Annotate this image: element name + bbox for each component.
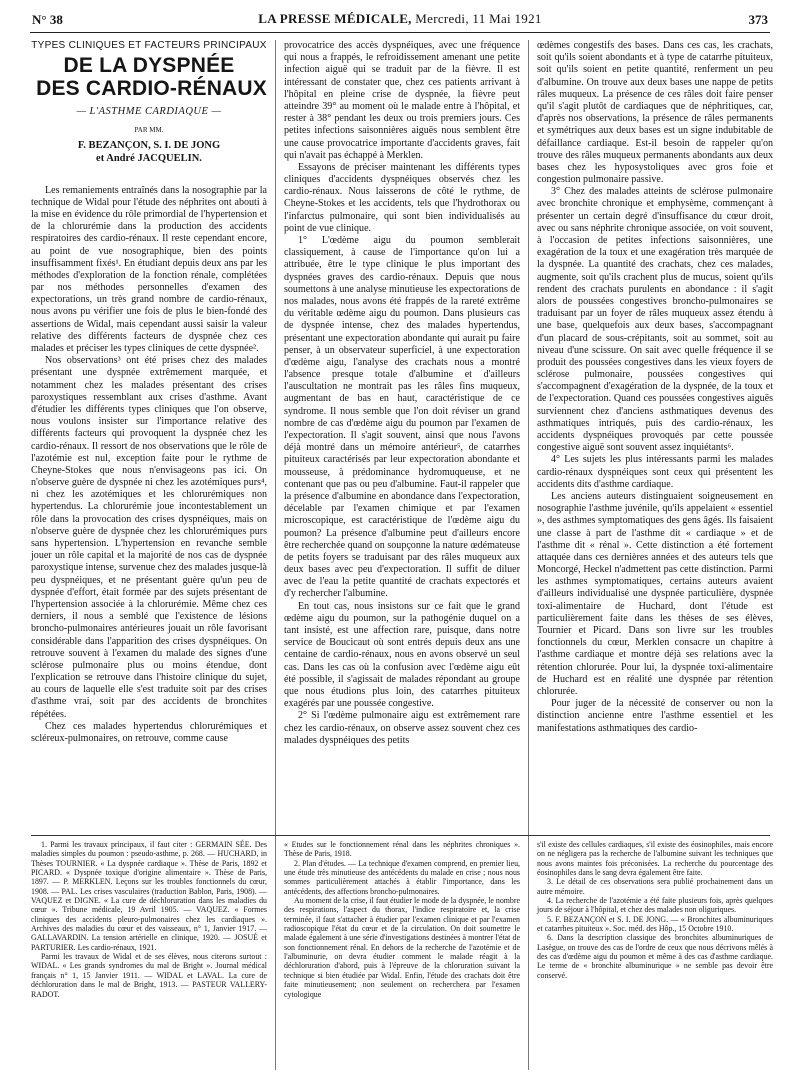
footnote: 1. Parmi les travaux principaux, il faut citer : GERMAIN SÉE. Des maladies simples du poumon : pseudo-asthme, p. 268. — HUCHARD, in Thèses TOURNIER. « La dyspnée cardiaque ». Thèse de Paris, 1892 et PICARD. « Dyspnée toxique d'origine alimentaire ». Thèse de Paris, 1897. — P. MERKLEN. Leçons sur les troubles fonctionnels du cœur, 1908. — PAL. Les crises vasculaires (traduction Bablon, Paris, 1908). — VAQUEZ et DIGNE. « La cure de déchloruration dans les maladies du cœur ». Tribune médicale, 19 Avril 1905. — VAQUEZ. « Formes cliniques des accidents pleuro-pulmonaires chez les cardiaques ». Archives des maladies du cœur et des vaisseaux, n° 1, Janvier 1917. — GALLAVARDIN. La tension artérielle en clinique, 1920. — JOSUÉ et PARTURIER. Les cardio-rénaux, 1921. <box>31 840 267 952</box>
paragraph: 4° Les sujets les plus intéressants parmi les malades cardio-rénaux dyspnéiques sont ceux qui présentent les accidents dits d'asthme cardiaque. <box>537 454 773 490</box>
authors-line-2: et André JACQUELIN. <box>96 152 202 164</box>
paragraph: Essayons de préciser maintenant les différents types cliniques d'accidents dyspnéiques observés chez les cardio-rénaux. Nous laisserons de côté le rythme, de Cheyne-Stokes et les accidents, tels que l'hydrothorax ou l'infarctus pulmonaire, qui sont bien individualisés au point de vue clinique. <box>284 161 520 234</box>
paragraph: 2° Si l'œdème pulmonaire aigu est extrêmement rare chez les cardio-rénaux, on observe assez souvent chez ces malades dyspnéiques des petits <box>284 710 520 746</box>
footnote: 4. La recherche de l'azotémie a été faite plusieurs fois, après quelques jours de séjour à l'hôpital, et chez des malades non oliguriques. <box>537 896 773 915</box>
column-2 <box>284 40 520 747</box>
article-subtitle: — L'ASTHME CARDIAQUE — <box>76 106 222 118</box>
article-title-block <box>31 40 267 165</box>
page-number: 373 <box>748 12 768 27</box>
journal-name: LA PRESSE MÉDICALE, <box>258 11 412 26</box>
paragraph: Nos observations³ ont été prises chez des malades présentant une dyspnée extrêmement marquée, et notamment chez les malades présentant des crises paroxystiques ressemblant aux crises d'asthme. Avant d'étudier les différents types cliniques que l'on observe, nous voulons insister sur l'importance relative des différents facteurs qui provoquent la dyspnée chez les cardio-rénaux. Il ressort de nos observations que le rôle de l'azotémie est nul, exception faite pour le rythme de Cheyne-Stokes que nous n'envisageons pas ici. On n'observe guère de dyspnée ni chez les azotémiques purs⁴, ni chez les azotémiques et les chlorurémiques non hypertendus. La chlorurémie joue incontestablement un rôle dans la provocation des crises dyspnéiques, mais on n'observe guère de dyspnée chez les chlorurémiques purs sans hypertension. L'hypertension en revanche semble jouer un rôle capital et la majorité de nos cas de dyspnée paroxystique intense, survenue chez des malades jusque-là peu dyspnéiques, et ne présentant guère qu'un peu de dyspnée d'effort, était formée par des sujets présentant de l'hypertension associée à la chlorurémie. Même chez ces derniers, il nous a semblé que l'existence de lésions broncho-pulmonaires antérieures jouait un rôle favorisant considérable dans l'apparition des crises dyspnéiques. On retrouve souvent à l'examen du malade des signes d'une sclérose pulmonaire plus ou moins étendue, dont l'explication se retrouve dans l'histoire clinique du sujet, au cours de laquelle elle s'est traduite soit par des crises d'asthme vrai, soit par des accidents de bronchites répétées. <box>31 355 267 720</box>
paragraph: Les anciens auteurs distinguaient soigneusement en nosographie l'asthme juvénile, qu'ils appelaient « essentiel », des asthmes symptomatiques des gens âgés. Ils faisaient une classe à part de l'asthme dit « cardiaque » et de l'asthme dit « rénal ». Cette distinction a été fortement attaquée dans ces dernières années et des auteurs tels que Moncorgé, Heckel n'admettent pas cette distinction. Parmi les asthmes symptomatiques, certains auteurs avaient d'ailleurs individualisé une dyspnée particulière, dyspnée toxi-alimentaire de Huchard, dont l'étude est particulièrement faite dans les thèses de ses élèves, Tournier et Picard. Dans son livre sur les troubles fonctionnels du cœur, Merklen consacre un chapitre à l'asthme cardiaque et montre déjà ses relations avec la rétention chlorurée. Pour lui, la dyspnée toxi-alimentaire de Huchard est en réalité une dyspnée par rétention chlorurée. <box>537 490 773 697</box>
title-kicker: TYPES CLINIQUES ET FACTEURS PRINCIPAUX <box>31 40 267 51</box>
footnote-rule <box>31 835 770 836</box>
footnotes-column-2 <box>284 840 520 999</box>
paragraph: Pour juger de la nécessité de conserver ou non la distinction ancienne entre l'asthme essentiel et les manifestations asthmatiques des cardio- <box>537 698 773 734</box>
paragraph: 1° L'œdème aigu du poumon semblerait classiquement, à cause de l'importance qu'on lui a attribuée, être le type clinique le plus important des dyspnées graves des cardio-rénaux. Depuis que nous soumettons à une analyse minutieuse les expectorations de nos malades, nous avons été frappés de la rareté extrême du véritable œdème aigu du poumon. Dans plusieurs cas de dyspnée intense, chez des malades hypertendus, présentant une expectoration abondante qui aurait pu faire penser, à un observateur superficiel, à une expectoration d'œdème aigu, l'analyse des crachats nous a montré l'absence presque totale d'albumine et d'ailleurs l'auscultation ne montrait pas les râles fins muqueux, augmentant de bas en haut, caractéristique de ce syndrome. Il nous semble que l'on doit réviser un grand nombre de cas d'œdème aigu du poumon par l'examen de l'expectoration. Il s'agit souvent, ainsi que nous l'avons déjà montré dans un mémoire antérieur⁵, de catarrhes pituiteux caractérisés par leur expectoration abondante et mousseuse, à prédominance hydromuqueuse, et ne contenant que pas ou peu d'albumine. Faut-il rappeler que la présence d'albumine en abondance dans l'expectoration, décelable par l'examen chimique et par l'examen microscopique, est caractéristique de l'œdème aigu du poumon? La présence d'albumine peut d'ailleurs encore être recherchée quand on soupçonne la nature œdémateuse de petits foyers se traduisant par des râles muqueux aux deux bases avec peu d'expectoration. Il suffit de diluer avec de l'eau la petite quantité de crachats expectorés et d'y rechercher l'albumine. <box>284 235 520 600</box>
footnote: s'il existe des cellules cardiaques, s'il existe des éosinophiles, mais encore on ne négligera pas la recherche de l'albumine suivant les techniques que nous avons maintes fois préconisées. La recherche du pourcentage des éosinophiles dans le sang devra également être faite. <box>537 840 773 878</box>
column-divider <box>275 40 276 1070</box>
paragraph: provocatrice des accès dyspnéiques, avec une fréquence qui nous a frappés, le refroidissement amenant une petite infection aiguë qui se traduit par de la fièvre. Il est intéressant de constater que, chez ces patients arrivant à l'hôpital en pleine crise de dyspnée, la fièvre peut atteindre 39° au moment où le malade entre à l'hôpital, et rester à 38° pendant les deux ou trois premiers jours. Ces petites infections saisonnières aiguës nous semblent être une cause provocatrice importante d'accidents graves, fait qui n'avait pas échappé à Merklen. <box>284 40 520 161</box>
byline-par: PAR MM. <box>134 126 164 135</box>
footnote: 2. Plan d'études. — La technique d'examen comprend, en premier lieu, une étude très minutieuse des antécédents du malade en crise ; nous nous sommes particulièrement attachés à établir l'importance, dans les antécédents, des affections broncho-pulmonaires. <box>284 858 520 896</box>
column-1 <box>31 40 267 745</box>
paragraph: Les remaniements entraînés dans la nosographie par la technique de Widal pour l'étude des néphrites ont abouti à la mise en évidence du rôle primordial de l'hypertension et de la chlorurémie dans la production des accidents respiratoires des cardio-rénaux. Il reste cependant encore, au point de vue nosographique, bien des points insuffisamment fixés¹. En étudiant depuis deux ans par les méthodes d'exploration de la fonction rénale, complétées par nos méthodes personnelles d'examen des expectorations, un très grand nombre de cardio-rénaux, nous avons pu vérifier une fois de plus le bien-fondé des assertions de Widal, mais cependant aussi saisir la valeur relative des différents facteurs de dyspnée chez ces malades et préciser les types cliniques de cette dyspnée². <box>31 184 267 354</box>
footnotes-column-1 <box>31 840 267 999</box>
footnote: 6. Dans la description classique des bronchites albuminuriques de Lasègue, on trouve des cas de l'ordre de ceux que nous décrivons mêlés à des cas d'œdème aigu du poumon et même à des cas d'asthme cardiaque. Le terme de « bronchite albuminurique » ne semble pas devoir être conservé. <box>537 933 773 980</box>
footnote: 5. F. BEZANÇON et S. I. DE JONG. — « Bronchites albuminuriques et catarrhes pituiteux ». Soc. méd. des Hôp., 15 Octobre 1910. <box>537 914 773 934</box>
footnote: Parmi les travaux de Widal et de ses élèves, nous citerons surtout : WIDAL. « Les grands syndromes du mal de Bright ». Journal médical français n° 1, 15 Janvier 1911. — WIDAL et LAVAL. La cure de déchloruration dans le mal de Bright, 1913. — PASTEUR VALLERY-RADOT. <box>31 952 267 999</box>
authors-line-1: F. BEZANÇON, S. I. DE JONG <box>77 139 221 151</box>
column-divider <box>528 40 529 1070</box>
paragraph: œdèmes congestifs des bases. Dans ces cas, les crachats, soit qu'ils soient abondants et à type de catarrhe pituiteux, soit qu'ils soient en petite quantité, renferment un peu d'albumine. On trouve aux deux bases une nappe de petits râles muqueux. La présence de ces râles doit faire penser qu'il s'agit plutôt de cardiaques que de néphritiques, car, d'après nos observations, la présence de râles permanents et symétriques aux deux bases est un signe indubitable de défaillance cardiaque. Est-il besoin de rappeler qu'on trouve des râles muqueux permanents abondants aux deux bases chez les hyposystoliques avec gros foie et congestion pulmonaire passive. <box>537 40 773 186</box>
paragraph: En tout cas, nous insistons sur ce fait que le grand œdème aigu du poumon, sur la pathogénie duquel on a tant insisté, est une affection rare, puisque, dans notre service de Boucicaut où sont entrés depuis deux ans une centaine de cardio-rénaux, nous en avons observé un seul cas. Dans les cas où la confusion avec l'œdème aigu eût été possible, il s'agissait de malades répondant au groupe que nous étudions plus loin, des catarrhes pituiteux exagérés par une poussée congestive. <box>284 600 520 710</box>
column-3 <box>537 40 773 735</box>
issue-date: Mercredi, 11 Mai 1921 <box>415 11 542 26</box>
footnotes-column-3 <box>537 840 773 980</box>
issue-number: N° 38 <box>32 12 63 27</box>
footnote: 3. Le détail de ces observations sera publié prochainement dans un autre mémoire. <box>537 877 773 896</box>
footnote: Au moment de la crise, il faut étudier le mode de la dyspnée, le nombre des respirations, l'aspect du thorax, l'indice respiratoire et, la crise terminée, il faut s'attacher à étudier par l'examen clinique et par l'examen radioscopique l'état du cœur et de la circulation. On doit soumettre le malade également à une série d'investigations destinées à montrer l'état de son fonctionnement rénal. En dehors de la recherche de l'azotémie et de l'albuminurie, on devra étudier comment le malade réagit à la déchloruration d'abord, puis à l'épreuve de la chloruration suivant la technique si bien étudiée par Widal. Enfin, l'étude des crachats doit être faite minutieusement; non seulement on recherchera par l'examen cytologique <box>284 896 520 999</box>
journal-title <box>30 11 770 27</box>
paragraph: 3° Chez des malades atteints de sclérose pulmonaire avec bronchite chronique et emphysème, commençant à présenter un certain degré d'insuffisance du cœur droit, avec ou sans néphrite chronique associée, on voit souvent, à l'occasion de petites infections saisonnières, une exagération de la toux et une exagération très marquée de la dyspnée. La quantité des crachats, chez ces malades, augmente, soit qu'ils crachent plus de mucus, soient qu'ils rendent des crachats purulents en abondance : il s'agit alors de poussées congestives broncho-pulmonaires se traduisant par un foyer de râles muqueux assez étendu à une base, quelquefois aux deux bases, s'accompagnant d'un placard de sous-crépitants, soit au sommet, soit au niveau d'une scissure. On sait avec quelle fréquence il se produit des poussées congestives dans les vieux foyers de sclérose pulmonaire, poussées congestives qui s'accompagnent d'exagération de la dyspnée, de la toux et de l'expectoration. Quand ces poussées congestives aiguës surviennent chez d'anciens asthmatiques devenus des asthmatiques intriqués, puis des cardio-rénaux, les accidents dyspnéiques provoqués par cette poussée congestive aiguë sont souvent assez inquiétants⁶. <box>537 186 773 454</box>
paragraph: Chez ces malades hypertendus chlorurémiques et scléreux-pulmonaires, on retrouve, comme cause <box>31 720 267 744</box>
page-header <box>30 10 770 33</box>
footnote: « Etudes sur le fonctionnement rénal dans les néphrites chroniques ». Thèse de Paris, 1918. <box>284 840 520 859</box>
title-line-2: DES CARDIO-RÉNAUX <box>36 77 267 101</box>
title-line-1: DE LA DYSPNÉE <box>63 54 235 78</box>
authors <box>31 139 267 165</box>
